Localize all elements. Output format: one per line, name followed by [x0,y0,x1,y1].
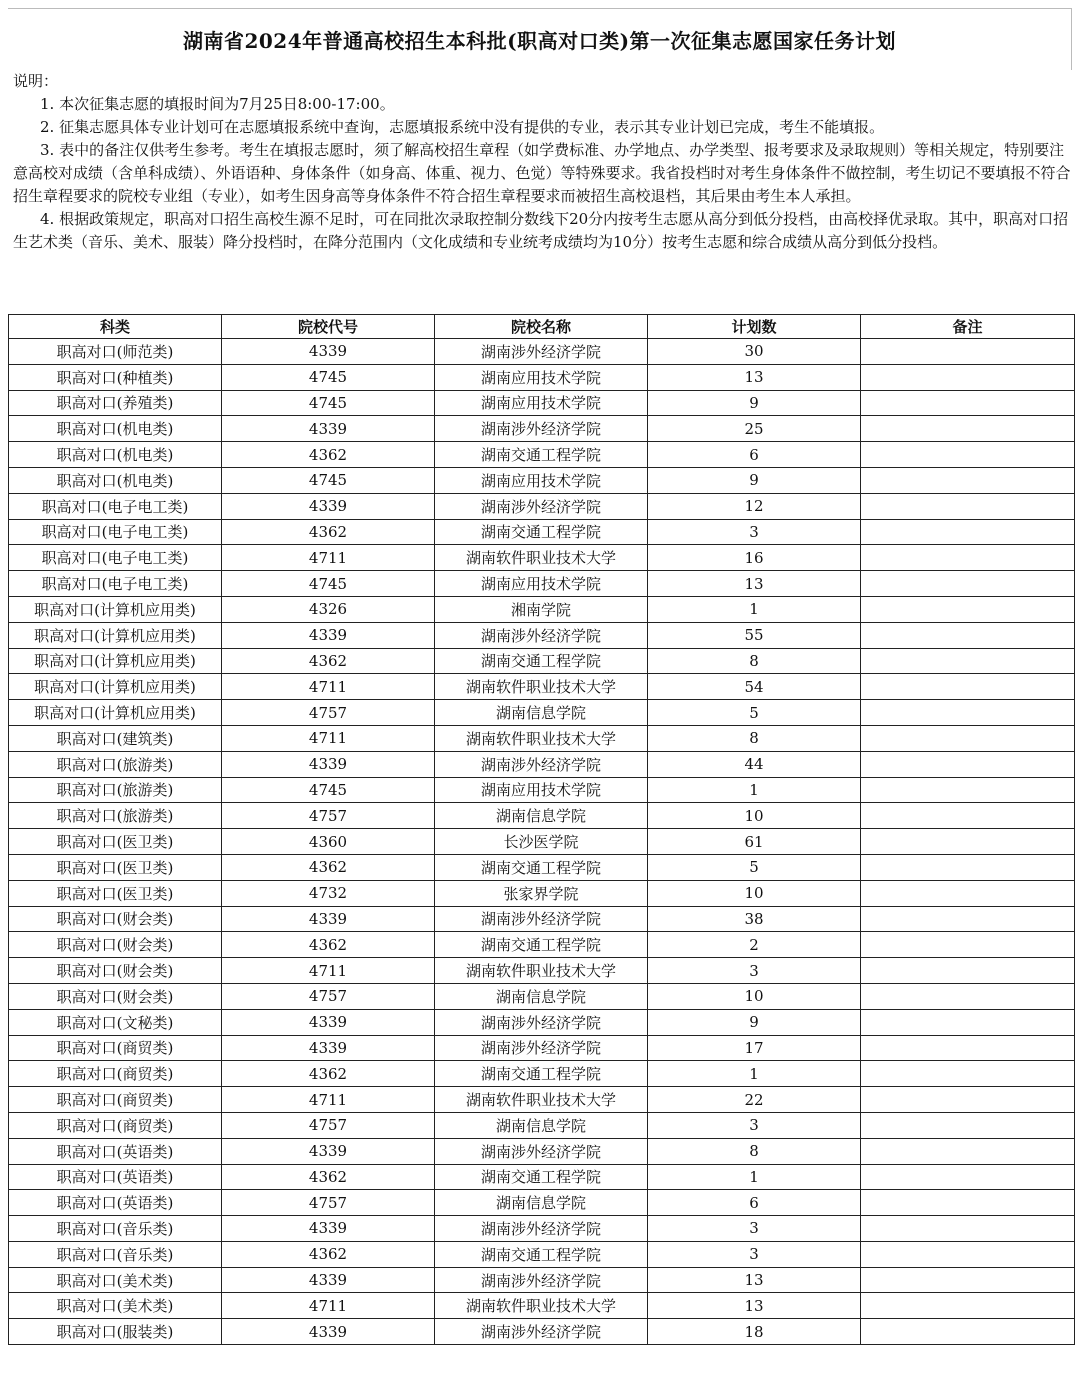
table-row [9,339,1075,365]
cell-school-name: 湖南交通工程学院 [435,519,648,545]
cell-remarks [861,803,1075,829]
cell-school-code: 4757 [222,700,435,726]
cell-plan-count: 3 [648,958,861,984]
cell-plan-count: 8 [648,725,861,751]
cell-school-code: 4711 [222,545,435,571]
cell-remarks [861,983,1075,1009]
cell-school-name: 湖南涉外经济学院 [435,1267,648,1293]
cell-remarks [861,751,1075,777]
table-row [9,648,1075,674]
table-row [9,519,1075,545]
cell-plan-count: 3 [648,1241,861,1267]
cell-plan-count: 22 [648,1087,861,1113]
cell-school-code: 4757 [222,803,435,829]
cell-plan-count: 10 [648,983,861,1009]
cell-plan-count: 13 [648,1293,861,1319]
table-row [9,803,1075,829]
cell-school-code: 4362 [222,1061,435,1087]
cell-school-name: 长沙医学院 [435,829,648,855]
table-row [9,1216,1075,1242]
table-row [9,1138,1075,1164]
cell-plan-count: 10 [648,880,861,906]
cell-plan-count: 13 [648,364,861,390]
cell-school-code: 4745 [222,571,435,597]
table-row [9,596,1075,622]
cell-plan-count: 3 [648,1216,861,1242]
table-row [9,1190,1075,1216]
table-row [9,1035,1075,1061]
cell-school-code: 4757 [222,1190,435,1216]
cell-school-name: 湘南学院 [435,596,648,622]
cell-category: 职高对口(商贸类) [9,1087,222,1113]
cell-remarks [861,854,1075,880]
cell-category: 职高对口(电子电工类) [9,571,222,597]
cell-school-name: 湖南应用技术学院 [435,571,648,597]
table-row [9,958,1075,984]
cell-school-name: 湖南涉外经济学院 [435,339,648,365]
table-row [9,1164,1075,1190]
cell-category: 职高对口(音乐类) [9,1216,222,1242]
cell-plan-count: 25 [648,416,861,442]
cell-school-code: 4339 [222,622,435,648]
table-row [9,1087,1075,1113]
cell-school-name: 湖南涉外经济学院 [435,493,648,519]
cell-remarks [861,416,1075,442]
cell-plan-count: 9 [648,467,861,493]
table-row [9,390,1075,416]
cell-category: 职高对口(师范类) [9,339,222,365]
table-row [9,1319,1075,1345]
table-row [9,725,1075,751]
cell-remarks [861,467,1075,493]
cell-school-name: 湖南交通工程学院 [435,1061,648,1087]
cell-school-code: 4711 [222,958,435,984]
cell-plan-count: 8 [648,1138,861,1164]
cell-plan-count: 16 [648,545,861,571]
cell-category: 职高对口(医卫类) [9,829,222,855]
table-row [9,364,1075,390]
cell-remarks [861,648,1075,674]
cell-school-name: 湖南涉外经济学院 [435,751,648,777]
table-header-row [9,315,1075,339]
cell-remarks [861,700,1075,726]
table-row [9,700,1075,726]
cell-category: 职高对口(财会类) [9,983,222,1009]
cell-category: 职高对口(美术类) [9,1267,222,1293]
cell-remarks [861,932,1075,958]
cell-school-code: 4339 [222,416,435,442]
table-row [9,880,1075,906]
header-school-code: 院校代号 [222,315,435,339]
cell-school-name: 湖南交通工程学院 [435,1164,648,1190]
cell-school-code: 4732 [222,880,435,906]
cell-plan-count: 1 [648,777,861,803]
cell-plan-count: 9 [648,1009,861,1035]
cell-school-name: 湖南信息学院 [435,700,648,726]
cell-remarks [861,1164,1075,1190]
cell-remarks [861,958,1075,984]
cell-remarks [861,442,1075,468]
cell-school-name: 湖南涉外经济学院 [435,1035,648,1061]
cell-remarks [861,1061,1075,1087]
cell-category: 职高对口(建筑类) [9,725,222,751]
cell-school-name: 湖南信息学院 [435,1112,648,1138]
cell-school-code: 4711 [222,1293,435,1319]
cell-school-name: 湖南涉外经济学院 [435,1319,648,1345]
cell-remarks [861,622,1075,648]
cell-school-name: 湖南涉外经济学院 [435,906,648,932]
cell-plan-count: 1 [648,596,861,622]
cell-category: 职高对口(英语类) [9,1164,222,1190]
cell-school-name: 湖南软件职业技术大学 [435,1087,648,1113]
cell-category: 职高对口(音乐类) [9,1241,222,1267]
cell-school-code: 4745 [222,390,435,416]
cell-remarks [861,1267,1075,1293]
page-title: 湖南省2024年普通高校招生本科批(职高对口类)第一次征集志愿国家任务计划 [182,29,897,53]
cell-remarks [861,906,1075,932]
cell-remarks [861,519,1075,545]
cell-school-name: 湖南软件职业技术大学 [435,1293,648,1319]
cell-school-code: 4745 [222,777,435,803]
header-remarks: 备注 [861,315,1075,339]
cell-category: 职高对口(机电类) [9,467,222,493]
note-item-3: 3. 表中的备注仅供考生参考。考生在填报志愿时，须了解高校招生章程（如学费标准、办学地点、办学类型、报考要求及录取规则）等相关规定，特别要注意高校对成绩（含单科成绩）、外语语种、身体条件（如身高、体重、视力、色觉）等特殊要求。我省投档时对考生身体条件不做控制，考生切记不要填报不符合招生章程要求的院校专业组（专业），如考生因身高等身体条件不符合招生章程要求而被招生高校退档，其后果由考生本人承担。 [13,141,1071,205]
cell-school-name: 湖南应用技术学院 [435,390,648,416]
cell-remarks [861,1112,1075,1138]
cell-school-name: 湖南应用技术学院 [435,467,648,493]
cell-school-name: 湖南交通工程学院 [435,854,648,880]
cell-school-name: 湖南应用技术学院 [435,777,648,803]
cell-plan-count: 61 [648,829,861,855]
cell-category: 职高对口(美术类) [9,1293,222,1319]
table-row [9,1241,1075,1267]
cell-plan-count: 18 [648,1319,861,1345]
cell-remarks [861,1087,1075,1113]
cell-category: 职高对口(计算机应用类) [9,622,222,648]
cell-remarks [861,545,1075,571]
cell-remarks [861,880,1075,906]
cell-remarks [861,1319,1075,1345]
cell-category: 职高对口(种植类) [9,364,222,390]
cell-school-name: 湖南应用技术学院 [435,364,648,390]
table-row [9,829,1075,855]
cell-school-name: 湖南交通工程学院 [435,648,648,674]
cell-school-code: 4339 [222,1138,435,1164]
table-row [9,777,1075,803]
cell-category: 职高对口(文秘类) [9,1009,222,1035]
cell-remarks [861,1009,1075,1035]
cell-school-name: 湖南涉外经济学院 [435,1138,648,1164]
table-row [9,906,1075,932]
cell-remarks [861,339,1075,365]
cell-school-name: 湖南信息学院 [435,983,648,1009]
cell-school-code: 4339 [222,493,435,519]
cell-school-name: 湖南软件职业技术大学 [435,674,648,700]
cell-plan-count: 8 [648,648,861,674]
cell-category: 职高对口(计算机应用类) [9,596,222,622]
cell-school-name: 湖南软件职业技术大学 [435,958,648,984]
cell-category: 职高对口(医卫类) [9,854,222,880]
cell-school-name: 湖南交通工程学院 [435,932,648,958]
table-row [9,416,1075,442]
cell-plan-count: 1 [648,1061,861,1087]
cell-school-name: 湖南交通工程学院 [435,442,648,468]
cell-school-code: 4339 [222,1319,435,1345]
cell-plan-count: 6 [648,442,861,468]
cell-category: 职高对口(商贸类) [9,1112,222,1138]
cell-category: 职高对口(商贸类) [9,1035,222,1061]
cell-plan-count: 12 [648,493,861,519]
cell-category: 职高对口(服装类) [9,1319,222,1345]
cell-school-name: 湖南涉外经济学院 [435,1009,648,1035]
cell-school-code: 4326 [222,596,435,622]
cell-school-code: 4339 [222,751,435,777]
cell-school-code: 4339 [222,906,435,932]
cell-plan-count: 1 [648,1164,861,1190]
cell-category: 职高对口(电子电工类) [9,493,222,519]
cell-plan-count: 54 [648,674,861,700]
cell-category: 职高对口(财会类) [9,958,222,984]
table-body [9,339,1075,1345]
table-row [9,751,1075,777]
header-plan-count: 计划数 [648,315,861,339]
cell-category: 职高对口(机电类) [9,416,222,442]
cell-plan-count: 13 [648,571,861,597]
table-row [9,622,1075,648]
cell-school-code: 4360 [222,829,435,855]
cell-school-name: 湖南软件职业技术大学 [435,545,648,571]
table-row [9,1112,1075,1138]
cell-school-name: 湖南交通工程学院 [435,1241,648,1267]
header-category: 科类 [9,315,222,339]
cell-remarks [861,777,1075,803]
table-row [9,571,1075,597]
table-row [9,674,1075,700]
cell-category: 职高对口(养殖类) [9,390,222,416]
cell-remarks [861,674,1075,700]
cell-remarks [861,1035,1075,1061]
cell-school-name: 湖南信息学院 [435,1190,648,1216]
note-item-2: 2. 征集志愿具体专业计划可在志愿填报系统中查询，志愿填报系统中没有提供的专业，表示其专业计划已完成，考生不能填报。 [40,118,885,136]
cell-school-code: 4339 [222,339,435,365]
cell-remarks [861,493,1075,519]
cell-school-code: 4339 [222,1267,435,1293]
cell-plan-count: 5 [648,854,861,880]
cell-category: 职高对口(英语类) [9,1138,222,1164]
cell-school-name: 湖南涉外经济学院 [435,1216,648,1242]
table-row [9,854,1075,880]
table-row [9,1267,1075,1293]
table-row [9,545,1075,571]
cell-plan-count: 2 [648,932,861,958]
cell-plan-count: 10 [648,803,861,829]
cell-remarks [861,390,1075,416]
cell-plan-count: 9 [648,390,861,416]
cell-plan-count: 13 [648,1267,861,1293]
table-row [9,1009,1075,1035]
cell-school-name: 湖南软件职业技术大学 [435,725,648,751]
plan-table [8,314,1075,1345]
cell-category: 职高对口(电子电工类) [9,545,222,571]
notes-section [13,70,1073,254]
cell-category: 职高对口(旅游类) [9,751,222,777]
cell-plan-count: 5 [648,700,861,726]
cell-category: 职高对口(计算机应用类) [9,700,222,726]
table-row [9,442,1075,468]
cell-school-name: 湖南涉外经济学院 [435,416,648,442]
cell-remarks [861,364,1075,390]
cell-remarks [861,725,1075,751]
cell-remarks [861,596,1075,622]
cell-category: 职高对口(医卫类) [9,880,222,906]
cell-plan-count: 3 [648,519,861,545]
cell-school-code: 4711 [222,674,435,700]
table-row [9,983,1075,1009]
document-page [8,8,1072,1374]
cell-school-code: 4745 [222,467,435,493]
cell-remarks [861,1138,1075,1164]
cell-school-code: 4757 [222,1112,435,1138]
cell-plan-count: 38 [648,906,861,932]
cell-school-code: 4362 [222,648,435,674]
note-item-4: 4. 根据政策规定，职高对口招生高校生源不足时，可在同批次录取控制分数线下20分内按考生志愿从高分到低分投档，由高校择优录取。其中，职高对口招生艺术类（音乐、美术、服装）降分投档时，在降分范围内（文化成绩和专业统考成绩均为10分）按考生志愿和综合成绩从高分到低分投档。 [13,210,1069,251]
cell-category: 职高对口(计算机应用类) [9,674,222,700]
cell-remarks [861,1190,1075,1216]
cell-category: 职高对口(计算机应用类) [9,648,222,674]
table-row [9,493,1075,519]
cell-remarks [861,829,1075,855]
table-row [9,932,1075,958]
cell-school-name: 湖南信息学院 [435,803,648,829]
title-row [8,8,1072,70]
cell-category: 职高对口(旅游类) [9,777,222,803]
cell-school-code: 4362 [222,1241,435,1267]
cell-category: 职高对口(机电类) [9,442,222,468]
table-row [9,1061,1075,1087]
cell-school-code: 4362 [222,1164,435,1190]
cell-school-code: 4339 [222,1035,435,1061]
cell-school-code: 4711 [222,725,435,751]
cell-plan-count: 30 [648,339,861,365]
cell-school-code: 4362 [222,442,435,468]
cell-plan-count: 55 [648,622,861,648]
cell-category: 职高对口(财会类) [9,906,222,932]
cell-school-code: 4362 [222,519,435,545]
cell-category: 职高对口(电子电工类) [9,519,222,545]
table-row [9,1293,1075,1319]
cell-school-code: 4339 [222,1216,435,1242]
cell-category: 职高对口(旅游类) [9,803,222,829]
cell-school-code: 4757 [222,983,435,1009]
table-row [9,467,1075,493]
cell-plan-count: 3 [648,1112,861,1138]
cell-remarks [861,1293,1075,1319]
cell-school-code: 4745 [222,364,435,390]
cell-category: 职高对口(英语类) [9,1190,222,1216]
cell-category: 职高对口(财会类) [9,932,222,958]
cell-plan-count: 44 [648,751,861,777]
cell-school-code: 4362 [222,854,435,880]
cell-school-name: 湖南涉外经济学院 [435,622,648,648]
cell-remarks [861,1241,1075,1267]
header-school-name: 院校名称 [435,315,648,339]
cell-plan-count: 17 [648,1035,861,1061]
note-item-1: 1. 本次征集志愿的填报时间为7月25日8:00-17:00。 [40,95,395,113]
cell-remarks [861,1216,1075,1242]
cell-category: 职高对口(商贸类) [9,1061,222,1087]
cell-remarks [861,571,1075,597]
cell-school-code: 4711 [222,1087,435,1113]
cell-plan-count: 6 [648,1190,861,1216]
notes-heading: 说明： [13,72,59,90]
cell-school-name: 张家界学院 [435,880,648,906]
cell-school-code: 4362 [222,932,435,958]
cell-school-code: 4339 [222,1009,435,1035]
